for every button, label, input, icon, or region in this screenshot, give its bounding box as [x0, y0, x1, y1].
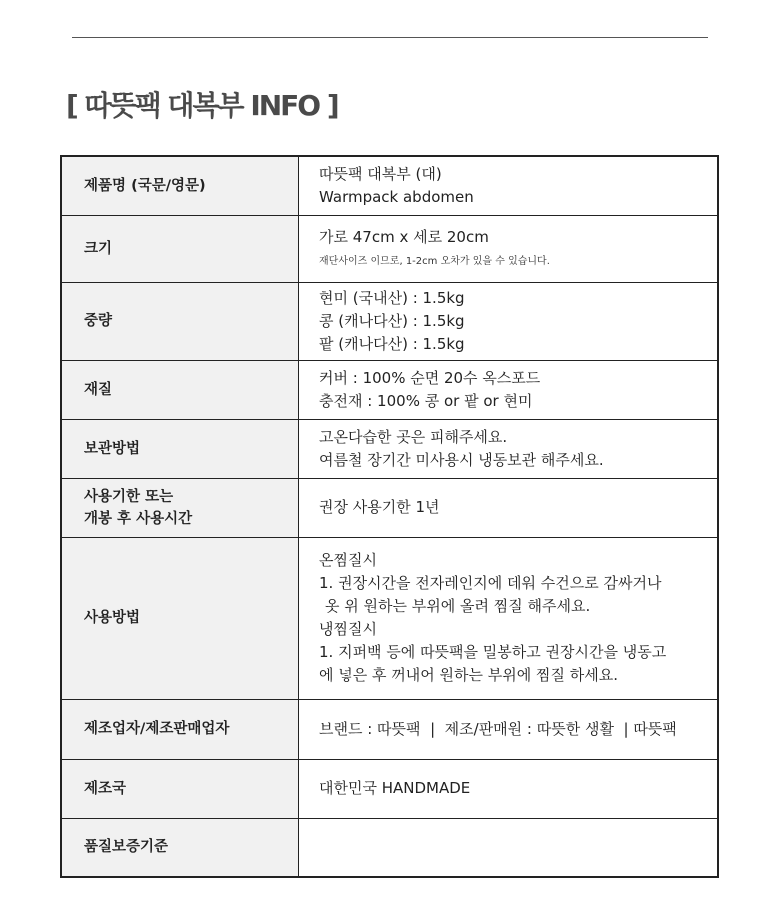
table-row-country [61, 759, 718, 818]
row-label [61, 818, 299, 877]
value-text: 브랜드 : 따뜻팩 | 제조/판매원 : 따뜻한 생활 | 따뜻팩 [319, 719, 677, 738]
value-text: 가로 47cm x 세로 20cm [319, 228, 489, 246]
row-label [61, 360, 299, 419]
row-value [299, 215, 719, 282]
row-value [299, 699, 719, 759]
row-label [61, 156, 299, 215]
row-label [61, 699, 299, 759]
value-text: 1. 지퍼백 등에 따뜻팩을 밀봉하고 권장시간을 냉동고 [319, 643, 667, 661]
size-note: 재단사이즈 이므로, 1-2cm 오차가 있을 수 있습니다. [319, 256, 550, 267]
value-text: 여름철 장기간 미사용시 냉동보관 해주세요. [319, 450, 604, 469]
table-row-material [61, 360, 718, 419]
value-text: 옷 위 원하는 부위에 올려 찜질 해주세요. [325, 597, 591, 615]
value-text: 콩 (캐나다산) : 1.5kg [319, 311, 465, 330]
table-row-product-name [61, 156, 718, 215]
table-row-storage [61, 419, 718, 478]
value-text: 냉찜질시 [319, 620, 377, 638]
table-row-size [61, 215, 718, 282]
row-value [299, 537, 719, 699]
label-text: 재질 [84, 381, 113, 398]
value-text: Warmpack abdomen [319, 187, 474, 206]
label-text: 개봉 후 사용시간 [84, 510, 193, 527]
value-text: 권장 사용기한 1년 [319, 498, 440, 516]
table-row-manufacturer [61, 699, 718, 759]
row-label [61, 478, 299, 537]
label-text: 품질보증기준 [84, 839, 169, 856]
row-value [299, 360, 719, 419]
label-text: 사용방법 [84, 610, 141, 626]
value-text: 충전재 : 100% 콩 or 팥 or 현미 [319, 391, 533, 410]
value-text: 온찜질시 [319, 551, 377, 569]
row-value [299, 478, 719, 537]
value-text: 커버 : 100% 순면 20수 옥스포드 [319, 368, 541, 387]
value-text: 팥 (캐나다산) : 1.5kg [319, 334, 465, 353]
row-value [299, 759, 719, 818]
value-text: 따뜻팩 대복부 (대) [319, 164, 442, 183]
row-label [61, 282, 299, 360]
value-text: 현미 (국내산) : 1.5kg [319, 288, 465, 307]
value-text: 1. 권장시간을 전자레인지에 데워 수건으로 감싸거나 [319, 574, 662, 592]
label-text: 보관방법 [84, 440, 141, 457]
row-value [299, 282, 719, 360]
label-text: 제품명 (국문/영문) [84, 177, 206, 194]
row-value [299, 818, 719, 877]
label-text: 제조업자/제조판매업자 [84, 721, 230, 737]
value-text: 고온다습한 곳은 피해주세요. [319, 427, 508, 446]
value-text: 에 넣은 후 꺼내어 원하는 부위에 찜질 하세요. [319, 666, 618, 684]
row-value [299, 419, 719, 478]
table-row-weight [61, 282, 718, 360]
label-text: 사용기한 또는 [84, 488, 174, 505]
page-title: [ 따뜻팩 대복부 INFO ] [66, 89, 338, 122]
table-row-quality [61, 818, 718, 877]
row-label [61, 537, 299, 699]
product-info-table [60, 155, 719, 878]
label-text: 제조국 [84, 780, 127, 797]
top-divider [72, 37, 708, 38]
value-text: 대한민국 HANDMADE [319, 779, 471, 797]
row-label [61, 215, 299, 282]
label-text: 크기 [84, 240, 113, 257]
row-value [299, 156, 719, 215]
table-row-expiry [61, 478, 718, 537]
row-label [61, 759, 299, 818]
table-row-usage [61, 537, 718, 699]
row-label [61, 419, 299, 478]
label-text: 중량 [84, 313, 113, 329]
